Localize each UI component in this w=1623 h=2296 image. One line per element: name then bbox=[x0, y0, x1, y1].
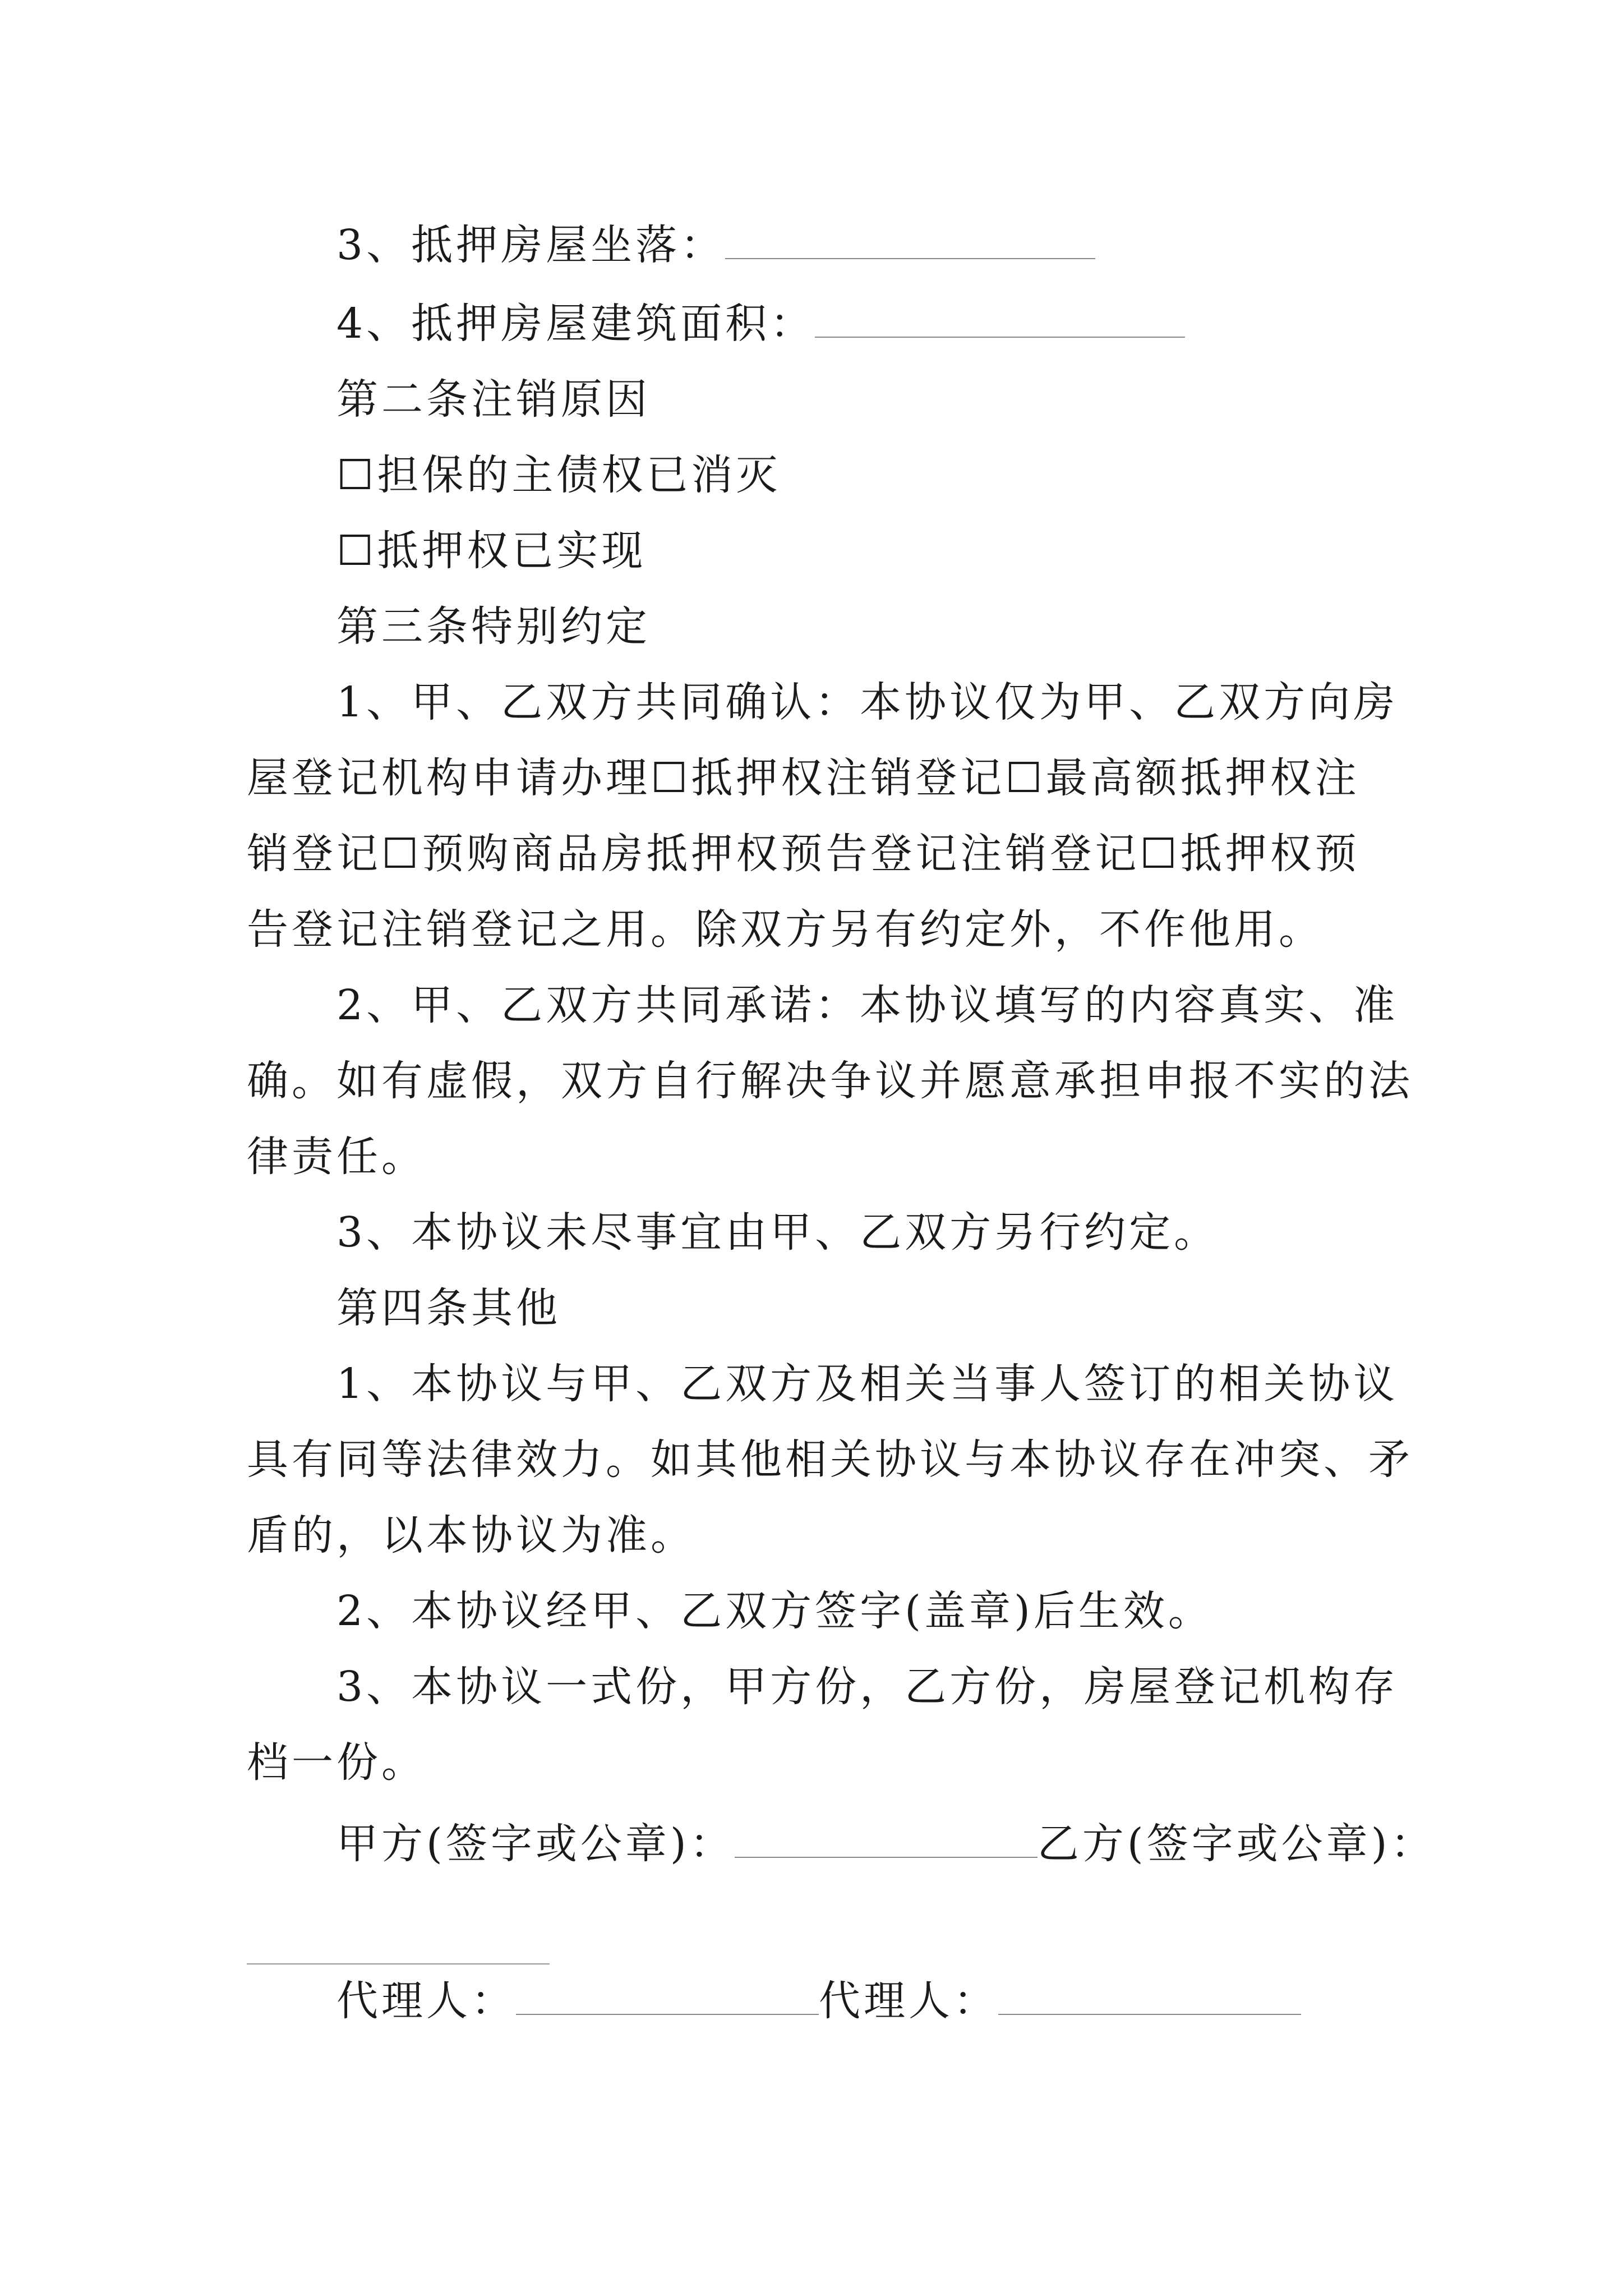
paragraph-line: 屋登记机构申请办理☐抵押权注销登记☐最高额抵押权注 bbox=[247, 754, 1360, 802]
signature-line bbox=[336, 1820, 1436, 1868]
paragraph-line: 确。如有虚假，双方自行解决争议并愿意承担申报不实的法 bbox=[247, 1057, 1413, 1105]
paragraph-line: 律责任。 bbox=[247, 1133, 426, 1181]
section-3-heading: 第三条特别约定 bbox=[336, 602, 651, 651]
paragraph-line: 具有同等法律效力。如其他相关协议与本协议存在冲突、矛 bbox=[247, 1435, 1413, 1484]
building-area-line bbox=[336, 300, 1185, 348]
party-a-signature-label: 甲方(签字或公章)： bbox=[336, 1820, 735, 1868]
mortgage-location-blank bbox=[725, 224, 1095, 259]
building-area-blank bbox=[815, 303, 1185, 338]
checkbox-option-debt-extinguished: ☐担保的主债权已消灭 bbox=[336, 451, 781, 499]
section-2-heading: 第二条注销原因 bbox=[336, 375, 651, 424]
mortgage-location-line bbox=[336, 221, 1095, 269]
paragraph-line: 2、本协议经甲、乙双方签字(盖章)后生效。 bbox=[336, 1587, 1213, 1635]
agent-a-blank bbox=[516, 1980, 819, 2015]
paragraph-line: 3、本协议一式份，甲方份，乙方份，房屋登记机构存 bbox=[336, 1663, 1399, 1711]
agent-line bbox=[336, 1977, 1301, 2025]
paragraph-line: 2、甲、乙双方共同承诺：本协议填写的内容真实、准 bbox=[336, 981, 1399, 1029]
party-b-signature-label: 乙方(签字或公章)： bbox=[1037, 1820, 1436, 1868]
building-area-label: 4、抵押房屋建筑面积： bbox=[336, 300, 815, 348]
agent-b-label: 代理人： bbox=[819, 1977, 998, 2025]
paragraph-line: 销登记☐预购商品房抵押权预告登记注销登记☐抵押权预 bbox=[247, 830, 1360, 878]
agent-a-label: 代理人： bbox=[336, 1977, 516, 2025]
mortgage-location-label: 3、抵押房屋坐落： bbox=[336, 221, 726, 269]
section-4-heading: 第四条其他 bbox=[336, 1284, 561, 1332]
paragraph-line: 1、甲、乙双方共同确认：本协议仅为甲、乙双方向房 bbox=[336, 678, 1399, 726]
checkbox-option-mortgage-realized: ☐抵押权已实现 bbox=[336, 527, 647, 575]
paragraph-line: 3、本协议未尽事宜由甲、乙双方另行约定。 bbox=[336, 1208, 1219, 1257]
agent-b-blank bbox=[998, 1980, 1301, 2015]
paragraph-line: 档一份。 bbox=[247, 1738, 426, 1787]
paragraph-line: 1、本协议与甲、乙双方及相关当事人签订的相关协议 bbox=[336, 1360, 1399, 1408]
party-b-signature-blank bbox=[247, 1963, 550, 1964]
paragraph-line: 盾的，以本协议为准。 bbox=[247, 1511, 695, 1559]
paragraph-line: 告登记注销登记之用。除双方另有约定外，不作他用。 bbox=[247, 905, 1324, 954]
party-a-signature-blank bbox=[735, 1823, 1038, 1858]
